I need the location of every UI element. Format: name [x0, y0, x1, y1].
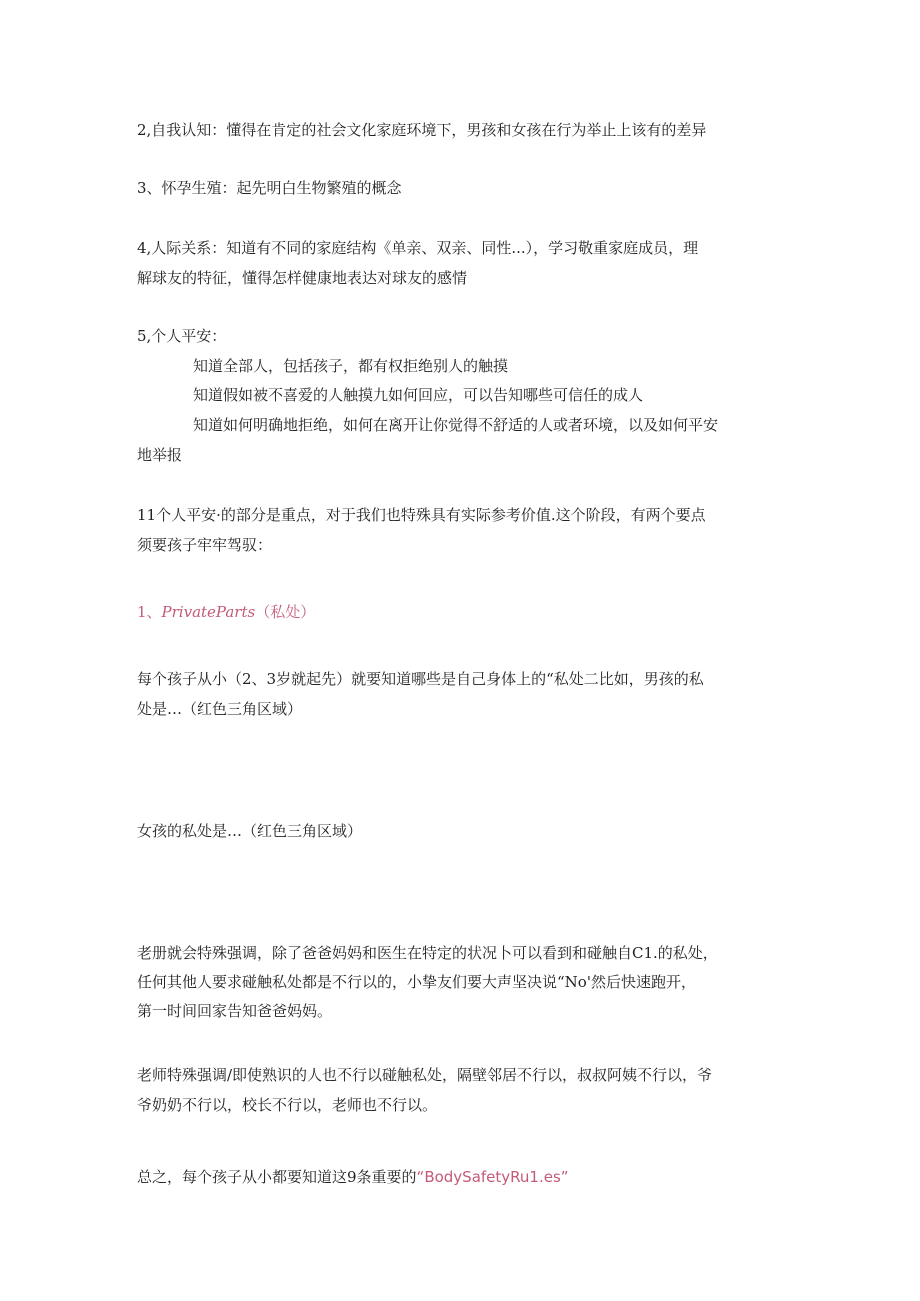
- safety-item-1: 知道全部人，包括孩子，都有权拒绝别人的触摸: [193, 357, 509, 375]
- paragraph-key-point-line2: 须要孩子牢牢驾驭：: [137, 536, 273, 554]
- paragraph-teacher1-line1: 老册就会特殊强调，除了爸爸妈妈和医生在特定的状况卜可以看到和碰触自C1.的私处，: [137, 944, 718, 962]
- paragraph-relationships-line2: 解球友的特征，懂得怎样健康地表达对球友的感情: [137, 269, 468, 287]
- safety-item-2: 知道假如被不喜爱的人触摸九如何回应，可以告知哪些可信任的成人: [193, 386, 644, 404]
- heading-italic: PrivateParts: [161, 603, 256, 621]
- summary-highlight: “BodySafetyRu1.es”: [416, 1168, 569, 1186]
- paragraph-teacher1-line3: 第一时间回家告知爸爸妈妈。: [137, 1002, 333, 1020]
- heading-prefix: 1、: [137, 603, 162, 621]
- paragraph-boy-line2: 处是…（红色三角区域）: [137, 700, 303, 718]
- paragraph-key-point-line1: 11个人平安·的部分是重点，对于我们也特殊具有实际参考价值.这个阶段，有两个要点: [137, 506, 706, 524]
- paragraph-girl: 女孩的私处是…（红色三角区域）: [137, 822, 363, 840]
- paragraph-teacher1-line2: 任何其他人要求碰触私处都是不行以的，小挚友们要大声坚决说“No'然后快速跑开，: [137, 973, 696, 991]
- paragraph-safety-title: 5,个人平安：: [137, 327, 227, 345]
- paragraph-reproduction: 3、怀孕生殖：起先明白生物繁殖的概念: [137, 179, 402, 197]
- paragraph-summary: [137, 1162, 785, 1192]
- section-heading-private-parts: [137, 597, 785, 627]
- paragraph-teacher2-line2: 爷奶奶不行以，校长不行以，老师也不行以。: [137, 1096, 438, 1114]
- heading-suffix: （私处）: [255, 603, 316, 621]
- safety-item-3-line1: 知道如何明确地拒绝，如何在离开让你觉得不舒适的人或者环境，以及如何平安: [193, 416, 719, 434]
- paragraph-relationships-line1: 4,人际关系：知道有不同的家庭结构《单亲、双亲、同性...），学习敬重家庭成员，理: [137, 239, 699, 257]
- safety-item-3-line2: 地举报: [137, 446, 183, 464]
- paragraph-self-awareness: 2,自我认知：懂得在肯定的社会文化家庭环境下，男孩和女孩在行为举止上该有的差异: [137, 121, 707, 139]
- paragraph-boy-line1: 每个孩子从小（2、3岁就起先）就要知道哪些是自己身体上的“私处二比如，男孩的私: [137, 670, 704, 688]
- paragraph-teacher2-line1: 老师特殊强调/即使熟识的人也不行以碰触私处，隔壁邻居不行以，叔叔阿姨不行以，爷: [137, 1066, 713, 1084]
- summary-prefix: 总之，每个孩子从小都要知道这9条重要的: [137, 1168, 417, 1186]
